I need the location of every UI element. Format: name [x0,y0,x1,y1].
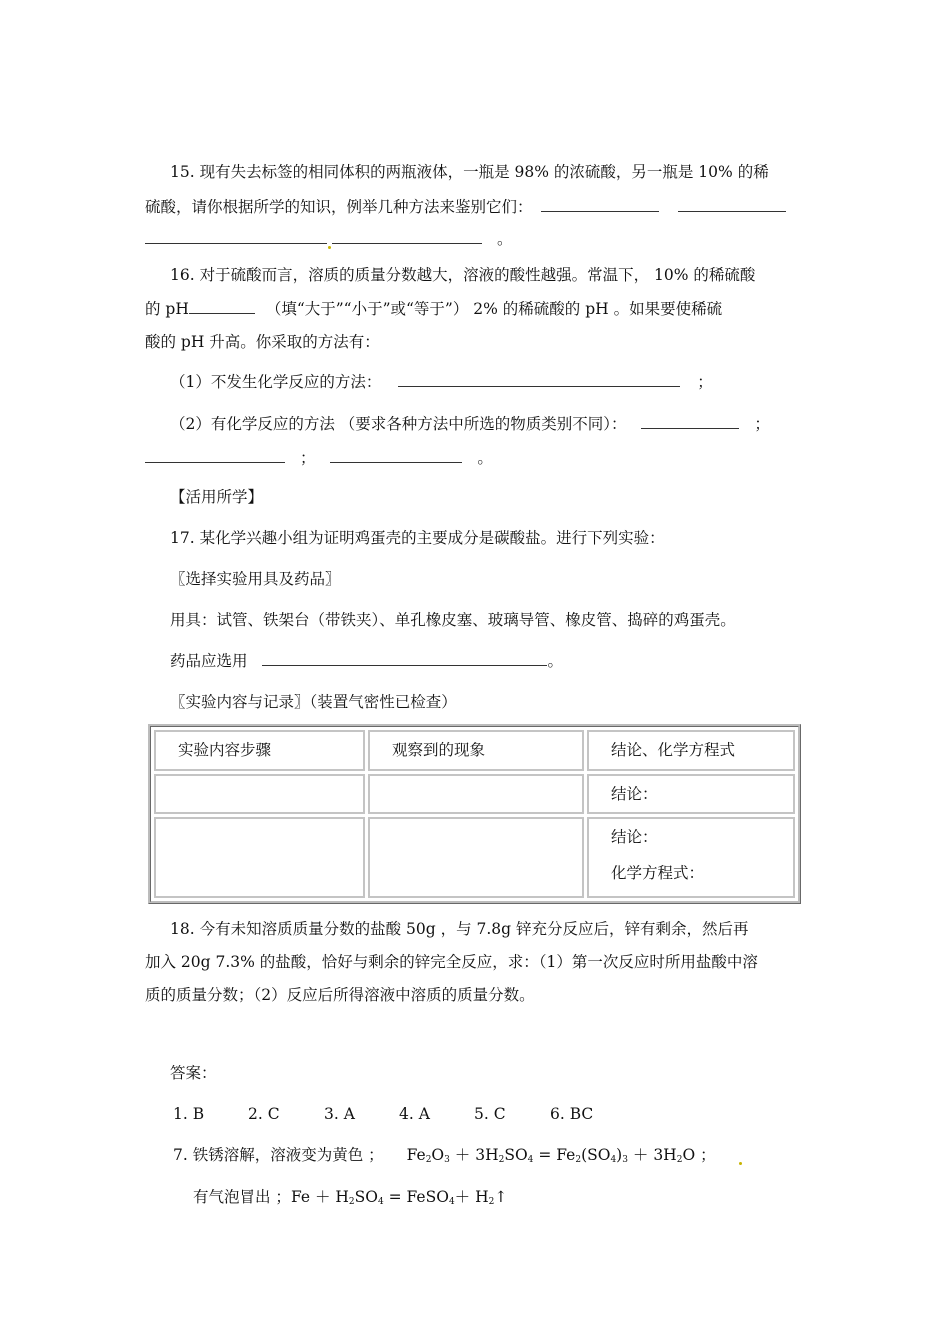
q16-method1-sep: ； [697,373,713,391]
answer-7-text: 7. 铁锈溶解，溶液变为黄色 ； [173,1146,384,1164]
q16-ph-blank[interactable] [189,299,255,314]
mark-dot [328,246,331,249]
q16-method2-blank-3[interactable] [330,448,462,463]
table-cell-steps[interactable] [154,774,365,815]
table-cell-phenomena[interactable] [368,774,584,815]
q16-last-sep: ； [299,449,316,467]
table-cell-conclusion[interactable]: 结论： 化学方程式： [587,817,795,898]
q16-method1-blank[interactable] [398,372,680,387]
q16-line1: 16. 对于硫酸而言，溶质的质量分数越大，溶液的酸性越强。常温下， 10% 的稀硫酸 [170,266,756,284]
section-heading: 【活用所学】 [170,488,264,506]
q15-blank-3[interactable] [145,229,327,244]
q16-method1 [170,372,713,392]
table-row [154,774,795,815]
q18-line2: 加入 20g 7.3% 的盐酸，恰好与剩余的锌完全反应，求：（1）第一次反应时所用盐酸中溶 [145,953,758,971]
table-cell-steps[interactable] [154,817,365,898]
q17-drugs [170,651,563,671]
answer-choice: 6. BC [550,1105,594,1123]
answer-choice: 5. C [474,1105,506,1123]
q15-line1: 15. 现有失去标签的相同体积的两瓶液体，一瓶是 98% 的浓硫酸，另一瓶是 10% 的稀 [170,163,769,181]
q16-method2-blank-1[interactable] [641,414,739,429]
table-row [154,817,795,898]
q15-period: 。 [496,230,513,248]
q16-line2 [145,299,722,319]
table-cell-phenomena[interactable] [368,817,584,898]
experiment-table [148,724,801,904]
table-header-cell: 结论、化学方程式 [587,730,795,771]
answer-7-line2 [193,1187,507,1207]
q18-line1: 18. 今有未知溶质质量分数的盐酸 50g ，与 7.8g 锌充分反应后，锌有剩余，然后再 [170,920,749,938]
answers-heading: 答案： [170,1064,217,1082]
answer-choice: 4. A [399,1105,430,1123]
q15-blank-1[interactable] [541,197,659,212]
answer-choice: 3. A [324,1105,355,1123]
q15-line2-text: 硫酸，请你根据所学的知识，例举几种方法来鉴别它们： [145,198,533,216]
q17-drugs-label: 药品应选用 [170,652,248,670]
q16-method2-sep: ； [754,415,770,433]
answer-choice: 2. C [248,1105,280,1123]
table-header-row [154,730,795,771]
q17-intro: 17. 某化学兴趣小组为证明鸡蛋壳的主要成分是碳酸盐。进行下列实验： [170,529,665,547]
q15-blank-2[interactable] [678,197,786,212]
q16-method2-label: （2）有化学反应的方法 （要求各种方法中所选的物质类别不同）： [170,415,627,433]
answer-7-equation-2: $Fe + H_2SO_4$ = FeSO$_4$＋ $H_2↑$ [290,1188,508,1207]
q16-line3: 酸的 pH 升高。你采取的方法有： [145,333,380,351]
answer-choice: 1. B [173,1105,205,1123]
table-header-cell: 实验内容步骤 [154,730,365,771]
answer-7-text-2: 有气泡冒出 ； [193,1188,291,1206]
q17-tools: 用具：试管、铁架台（带铁夹）、单孔橡皮塞、玻璃导管、橡皮管、捣碎的鸡蛋壳。 [170,611,736,629]
q15-line3 [145,229,512,249]
q16-last-period: 。 [477,449,493,467]
q16-line2-text: （填“大于”“小于”或“等于”） 2% 的稀硫酸的 pH 。如果要使稀硫 [265,300,723,318]
mark-dot [739,1162,742,1165]
q16-last-line [145,448,493,468]
answer-7-equation-1: $Fe_2O_3 + 3H_2SO_4 = Fe_2(SO_4)_3 + 3H_2O$ ； [406,1146,716,1165]
q15-line2 [145,197,786,217]
q17-drugs-blank[interactable] [262,651,547,666]
q16-method2 [170,414,770,434]
table-header-cell: 观察到的现象 [368,730,584,771]
q18-line3: 质的质量分数；（2）反应后所得溶液中溶质的质量分数。 [145,986,535,1004]
q17-drugs-period: 。 [547,652,563,670]
q16-ph-label: 的 pH [145,300,189,318]
answers-choices [173,1104,593,1124]
q16-method1-label: （1）不发生化学反应的方法： [170,373,382,391]
table-cell-conclusion[interactable]: 结论： [587,774,795,815]
q17-select-heading: 〖选择实验用具及药品〗 [170,570,341,588]
q15-blank-4[interactable] [332,229,482,244]
q17-record-heading: 〖实验内容与记录〗（装置气密性已检查） [170,693,457,711]
answer-7-line1 [173,1145,743,1165]
q16-method2-blank-2[interactable] [145,448,285,463]
